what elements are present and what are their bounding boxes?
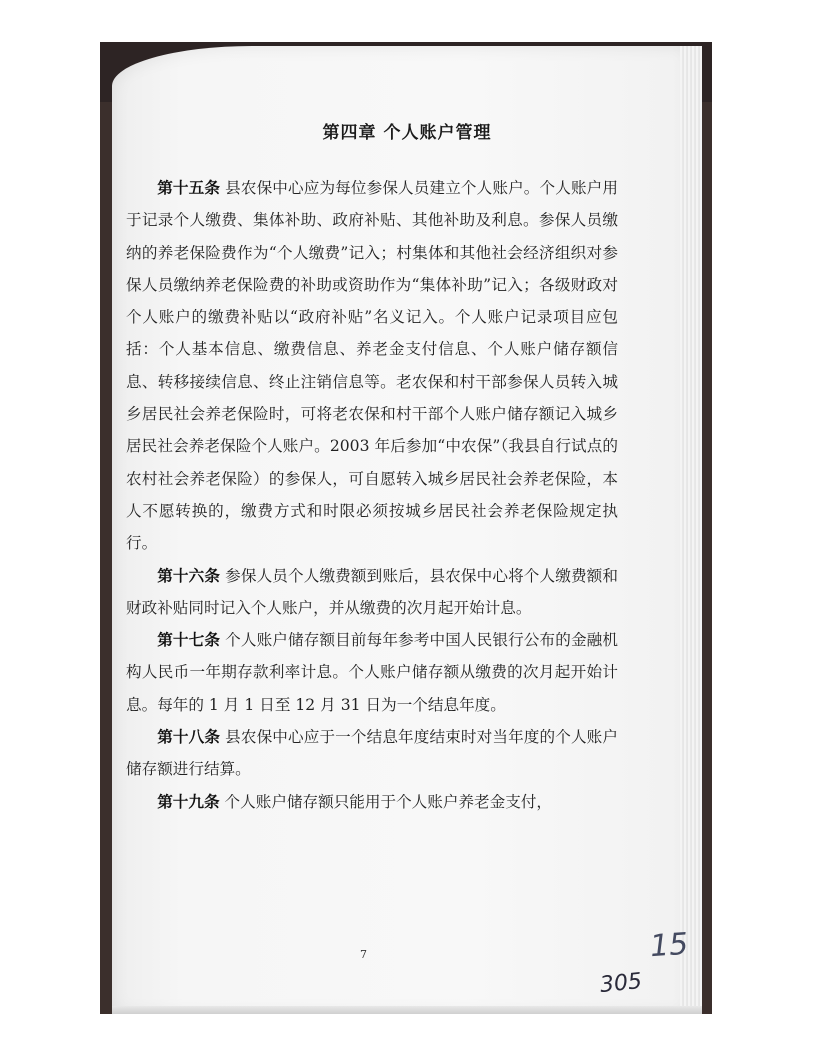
article-label: 第十九条 xyxy=(157,792,220,811)
article-text: 个人账户储存额只能用于个人账户养老金支付， xyxy=(219,792,553,811)
article-paragraph xyxy=(126,786,618,818)
article-paragraph xyxy=(126,172,618,560)
scanned-photo xyxy=(100,42,712,1014)
body-text xyxy=(126,172,618,818)
article-text: 县农保中心应为每位参保人员建立个人账户。个人账户用于记录个人缴费、集体补助、政府补贴、其他补助及利息。参保人员缴纳的养老保险费作为“个人缴费”记入；村集体和其他社会经济组织对参保人员缴纳养老保险费的补助或资助作为“集体补助”记入；各级财政对个人账户的缴费补贴以“政府补贴”名义记入。个人账户记录项目应包括：个人基本信息、缴费信息、养老金支付信息、个人账户储存额信息、转移接续信息、终止注销信息等。老农保和村干部参保人员转入城乡居民社会养老保险时，可将老农保和村干部个人账户储存额记入城乡居民社会养老保险个人账户。2003 年后参加“中农保”（我县自行试点的农村社会养老保险）的参保人，可自愿转入城乡居民社会养老保险，本人不愿转换的，缴费方式和时限必须按城乡居民社会养老保险规定执行。 xyxy=(126,179,618,553)
article-text: 参保人员个人缴费额到账后，县农保中心将个人缴费额和财政补贴同时记入个人账户，并从缴费的次月起开始计息。 xyxy=(126,566,618,617)
article-paragraph xyxy=(126,560,618,625)
document-page xyxy=(112,46,702,1014)
article-text: 个人账户储存额目前每年参考中国人民银行公布的金融机构人民币一年期存款利率计息。个人账户储存额从缴费的次月起开始计息。每年的 1 月 1 日至 12 月 31 日为一个结息年度。 xyxy=(126,631,618,714)
page-number: 7 xyxy=(360,948,367,961)
article-label: 第十六条 xyxy=(157,566,221,585)
article-paragraph xyxy=(126,721,618,786)
page-bottom-edge xyxy=(112,1006,702,1014)
article-label: 第十五条 xyxy=(157,179,221,197)
page-edge-stack xyxy=(680,46,702,1014)
article-paragraph xyxy=(126,624,618,721)
article-label: 第十七条 xyxy=(157,631,221,650)
chapter-title: 第四章 个人账户管理 xyxy=(322,123,492,143)
article-text: 县农保中心应于一个结息年度结束时对当年度的个人账户储存额进行结算。 xyxy=(126,728,618,779)
handwritten-mark-top: 15 xyxy=(648,926,690,965)
handwritten-mark-bottom: 305 xyxy=(598,968,644,999)
article-label: 第十八条 xyxy=(157,728,221,747)
